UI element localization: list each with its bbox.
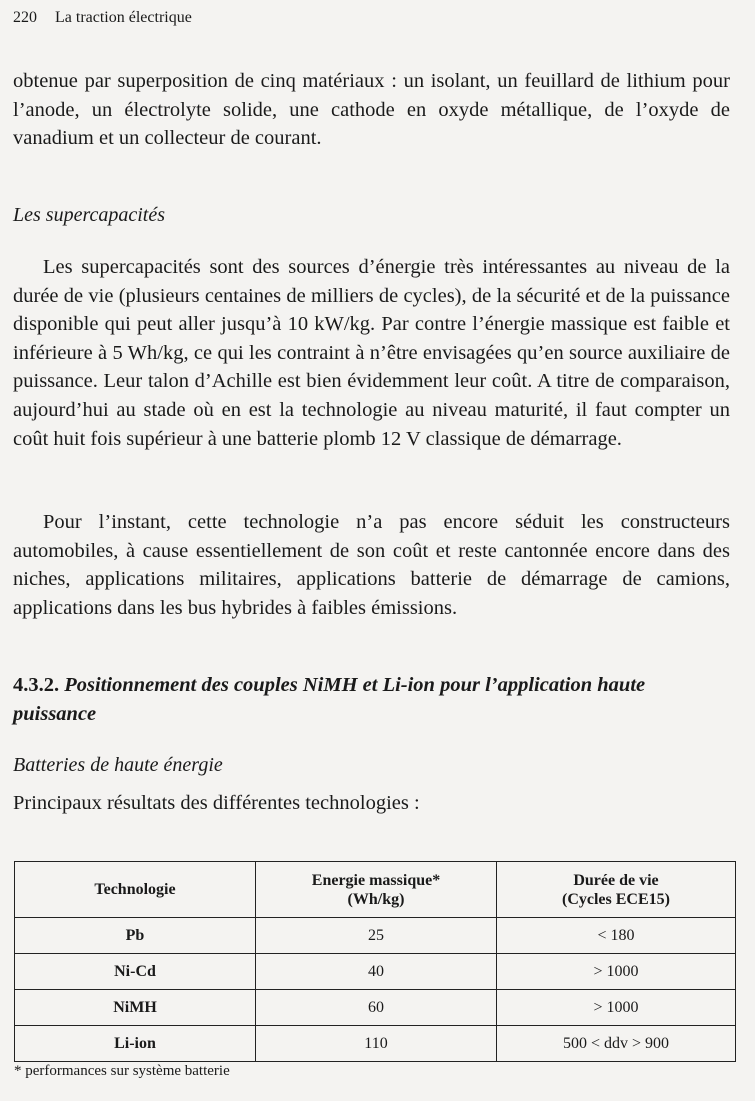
- cell-energy: 25: [256, 918, 497, 954]
- table-footnote: * performances sur système batterie: [14, 1063, 230, 1079]
- table-row: [15, 1026, 736, 1062]
- paragraph-supercapacites: Les supercapacités sont des sources d’énergie très intéressantes au niveau de la durée de vie (plusieurs centaines de milliers de cycles), de la sécurité et de la puissance disponible qui peut aller jusqu’à 10 kW/kg. Par contre l’énergie massique est faible et inférieure à 5 Wh/kg, ce qui les contraint à n’être envisagées qu’en source auxiliaire de puissance. Leur talon d’Achille est bien évidemment leur coût. A titre de comparaison, aujourd’hui au stade où en est la technologie au niveau maturité, il faut compter un coût huit fois supérieur à une batterie plomb 12 V classique de démarrage.: [13, 256, 730, 450]
- cell-technology: Ni-Cd: [15, 954, 256, 990]
- table-header-row: [15, 862, 736, 918]
- header-technology: [15, 862, 256, 918]
- cell-life: 500 < ddv > 900: [497, 1026, 736, 1062]
- header-energy: [256, 862, 497, 918]
- table-row: [15, 954, 736, 990]
- paragraph-materials: obtenue par superposition de cinq matériaux : un isolant, un feuillard de lithium pour l’anode, un électrolyte solide, une cathode en oxyde métallique, de l’oxyde de vanadium et un collecteur de courant.: [13, 70, 730, 150]
- cell-technology: Pb: [15, 918, 256, 954]
- paragraph-technology-status: Pour l’instant, cette technologie n’a pas encore séduit les constructeurs automobiles, à cause essentiellement de son coût et reste cantonnée encore dans des niches, applications militaires, applications batterie de démarrage de camions, applications dans les bus hybrides à faibles émissions.: [13, 511, 730, 619]
- header-technology-label: Technologie: [94, 881, 176, 898]
- header-life: [497, 862, 736, 918]
- subheading-haute-energie: Batteries de haute énergie: [13, 754, 223, 776]
- header-life-label: Durée de vie: [573, 871, 659, 889]
- running-title: La traction électrique: [55, 9, 192, 26]
- cell-technology: NiMH: [15, 990, 256, 1026]
- page-number: 220: [13, 9, 37, 26]
- table-row: [15, 990, 736, 1026]
- section-title: Positionnement des couples NiMH et Li-ion pour l’application haute puissance: [13, 674, 646, 725]
- section-number: 4.3.2.: [13, 674, 60, 696]
- technology-results-table: [14, 861, 736, 1062]
- subheading-supercapacites: Les supercapacités: [13, 204, 166, 226]
- cell-life: > 1000: [497, 990, 736, 1026]
- cell-life: < 180: [497, 918, 736, 954]
- header-life-unit: (Cycles ECE15): [562, 890, 670, 908]
- cell-technology: Li-ion: [15, 1026, 256, 1062]
- running-header: [13, 9, 192, 27]
- cell-energy: 60: [256, 990, 497, 1026]
- lead-sentence: Principaux résultats des différentes technologies :: [13, 792, 420, 814]
- table-row: [15, 918, 736, 954]
- header-energy-unit: (Wh/kg): [347, 890, 405, 908]
- cell-life: > 1000: [497, 954, 736, 990]
- cell-energy: 110: [256, 1026, 497, 1062]
- cell-energy: 40: [256, 954, 497, 990]
- section-heading: [13, 671, 733, 729]
- header-energy-label: Energie massique*: [311, 871, 441, 889]
